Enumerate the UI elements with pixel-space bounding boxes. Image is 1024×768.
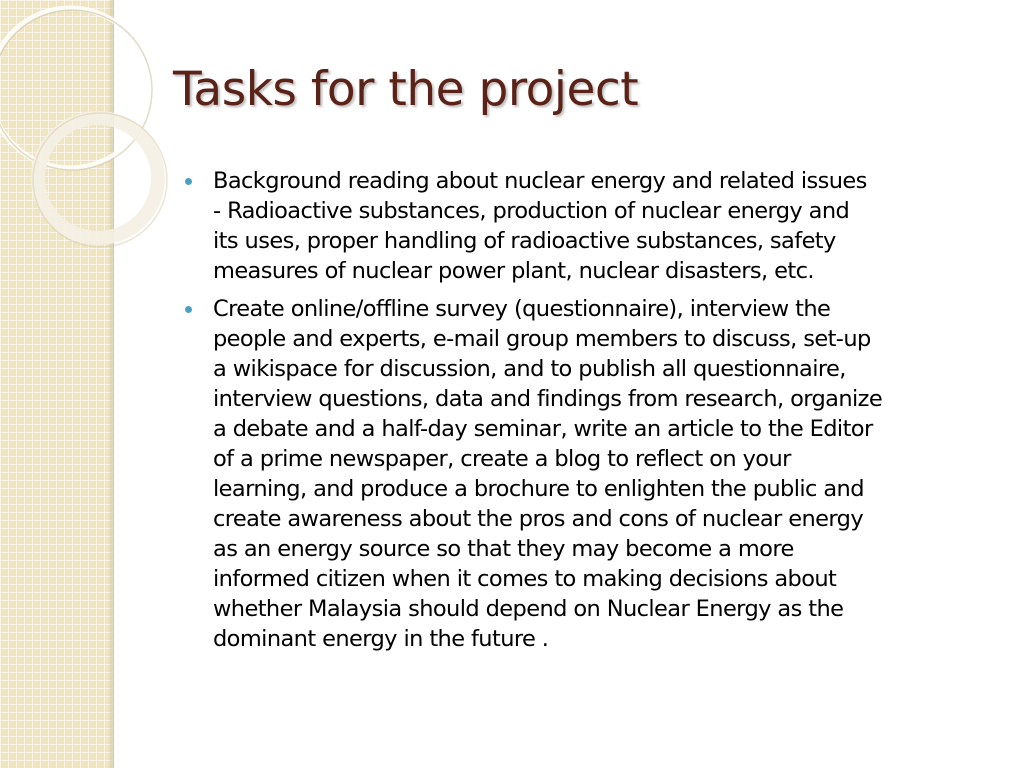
large-ring-shadow xyxy=(0,10,152,170)
slide-title: Tasks for the project xyxy=(173,62,639,117)
small-ring-shadow xyxy=(33,113,167,247)
bullet-text: Background reading about nuclear energy and related issues - Radioactive substances, production of nuclear energy and its uses, proper handling of radioactive substances, safety measures of nuclear power plant, nuclear disasters, etc. xyxy=(213,168,867,284)
bullet-item xyxy=(185,294,995,654)
decorative-rings xyxy=(0,0,190,260)
bullet-item xyxy=(185,166,995,286)
bullet-text: Create online/offline survey (questionnaire), interview the people and experts, e-mail group members to discuss, set-up a wikispace for discussion, and to publish all questionnaire, interview questions, data and findings from research, organize a debate and a half-day seminar, write an article to the Editor of a prime newspaper, create a blog to reflect on your learning, and produce a brochure to enlighten the public and create awareness about the pros and cons of nuclear energy as an energy source so that they may become a more informed citizen when it comes to making decisions about whether Malaysia should depend on Nuclear Energy as the dominant energy in the future . xyxy=(213,296,883,652)
bullet-marker-icon xyxy=(185,178,192,185)
bullet-list xyxy=(185,166,995,662)
bullet-marker-icon xyxy=(185,306,192,313)
small-ring xyxy=(38,118,158,238)
